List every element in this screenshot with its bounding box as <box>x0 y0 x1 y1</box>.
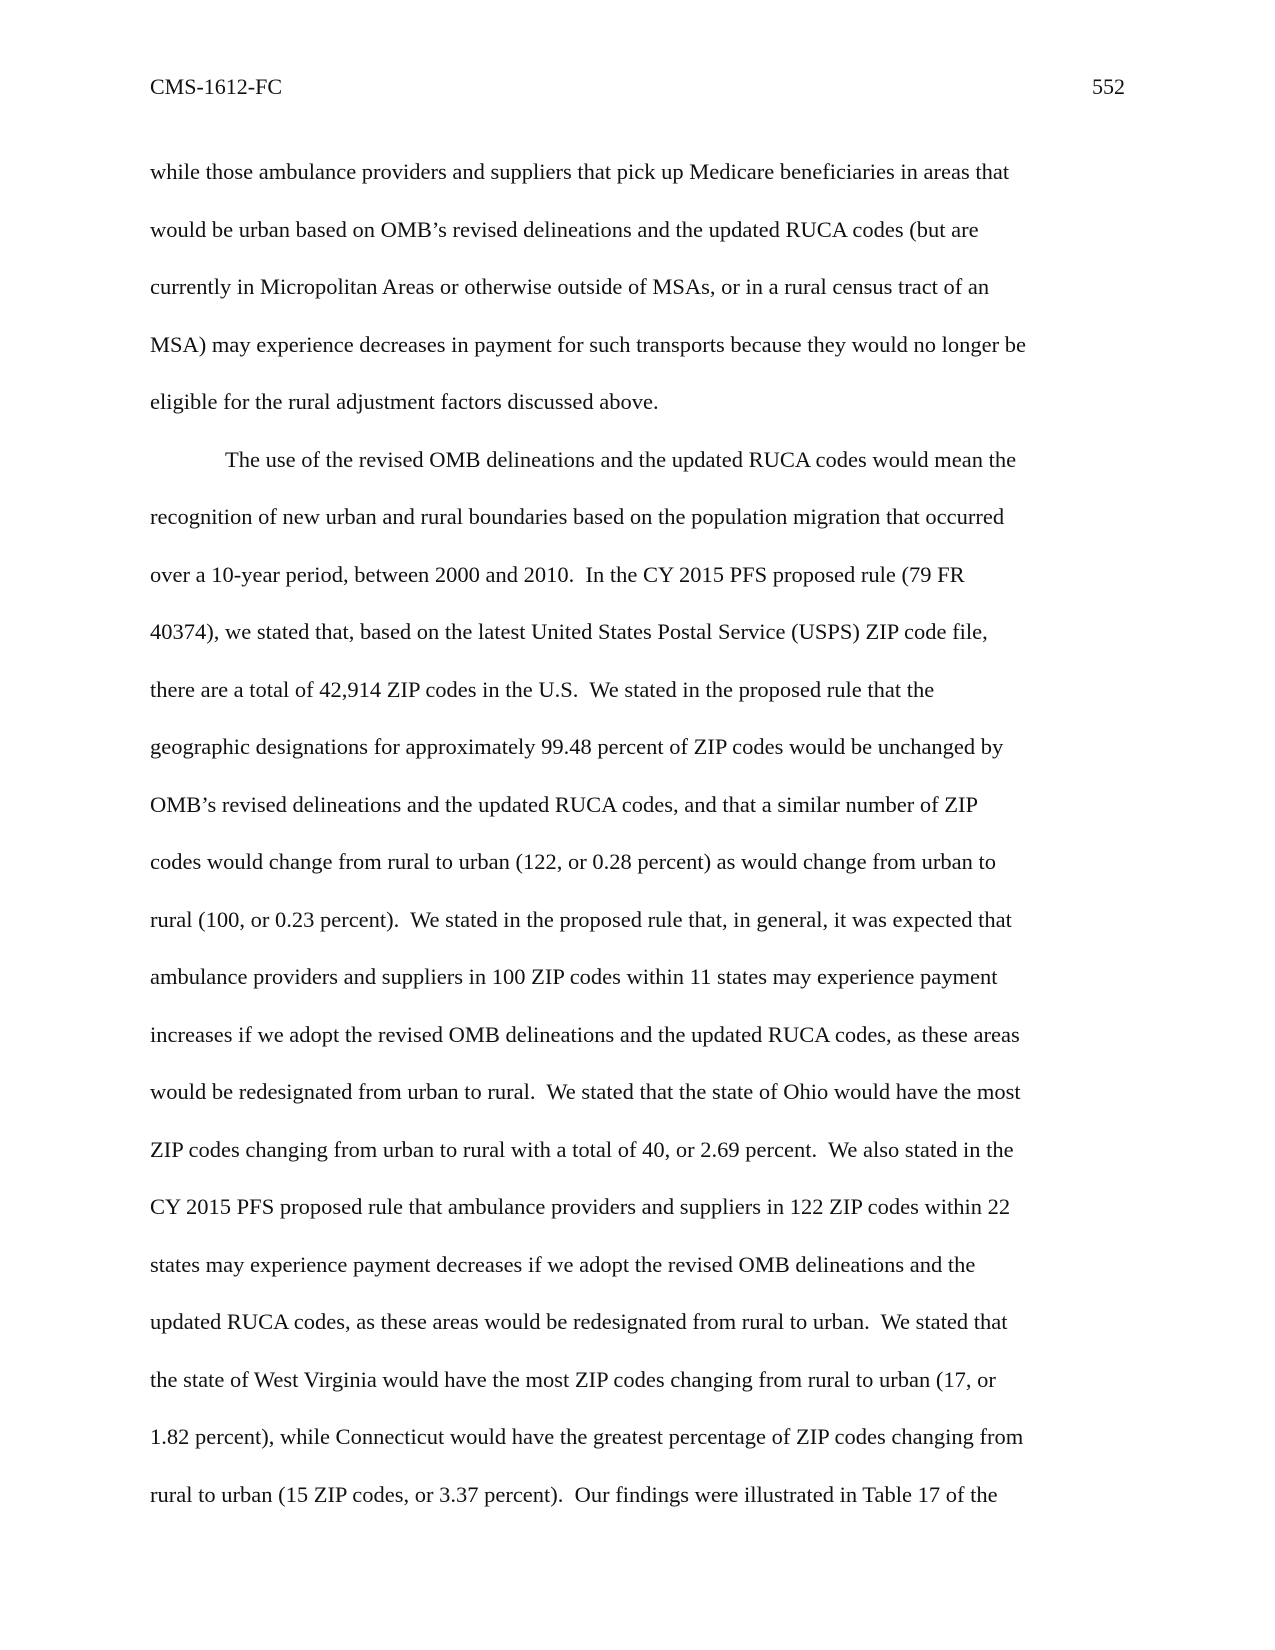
paragraph-first-line: The use of the revised OMB delineations and the updated RUCA codes would mean the <box>225 446 1017 472</box>
text-line: CY 2015 PFS proposed rule that ambulance providers and suppliers in 122 ZIP codes within 22 <box>150 1194 1011 1219</box>
body-text <box>150 143 1125 1523</box>
text-line: currently in Micropolitan Areas or otherwise outside of MSAs, or in a rural census tract of an <box>150 274 990 299</box>
page-header <box>150 72 1125 102</box>
text-line: would be redesignated from urban to rural. We stated that the state of Ohio would have the most <box>150 1079 1021 1104</box>
text-line: would be urban based on OMB’s revised delineations and the updated RUCA codes (but are <box>150 216 979 242</box>
text-line: eligible for the rural adjustment factors discussed above. <box>150 389 659 414</box>
text-line: OMB’s revised delineations and the updated RUCA codes, and that a similar number of ZIP <box>150 791 978 817</box>
text-line: rural (100, or 0.23 percent). We stated in the proposed rule that, in general, it was expected that <box>150 906 1012 932</box>
text-line: geographic designations for approximately 99.48 percent of ZIP codes would be unchanged by <box>150 734 1004 759</box>
page-number: 552 <box>1092 74 1125 99</box>
text-line: there are a total of 42,914 ZIP codes in the U.S. We stated in the proposed rule that the <box>150 676 935 702</box>
text-line: MSA) may experience decreases in payment for such transports because they would no longer be <box>150 331 1026 357</box>
text-line: the state of West Virginia would have the most ZIP codes changing from rural to urban (17, or <box>150 1366 996 1392</box>
text-line: ZIP codes changing from urban to rural with a total of 40, or 2.69 percent. We also stated in the <box>150 1136 1014 1162</box>
text-line: over a 10-year period, between 2000 and 2010. In the CY 2015 PFS proposed rule (79 FR <box>150 561 965 587</box>
text-line: updated RUCA codes, as these areas would be redesignated from rural to urban. We stated that <box>150 1309 1008 1334</box>
text-line: states may experience payment decreases if we adopt the revised OMB delineations and the <box>150 1251 976 1277</box>
text-line: while those ambulance providers and suppliers that pick up Medicare beneficiaries in areas that <box>150 159 1010 184</box>
text-line: recognition of new urban and rural boundaries based on the population migration that occurred <box>150 504 1005 529</box>
text-line: rural to urban (15 ZIP codes, or 3.37 percent). Our findings were illustrated in Table 17 of the <box>150 1481 998 1507</box>
document-id: CMS-1612-FC <box>150 74 283 99</box>
text-line: codes would change from rural to urban (122, or 0.28 percent) as would change from urban to <box>150 849 996 874</box>
text-line: 40374), we stated that, based on the latest United States Postal Service (USPS) ZIP code file, <box>150 619 988 644</box>
text-line: ambulance providers and suppliers in 100 ZIP codes within 11 states may experience payment <box>150 964 998 989</box>
text-line: increases if we adopt the revised OMB delineations and the updated RUCA codes, as these areas <box>150 1021 1020 1047</box>
text-line: 1.82 percent), while Connecticut would have the greatest percentage of ZIP codes changing from <box>150 1424 1024 1449</box>
